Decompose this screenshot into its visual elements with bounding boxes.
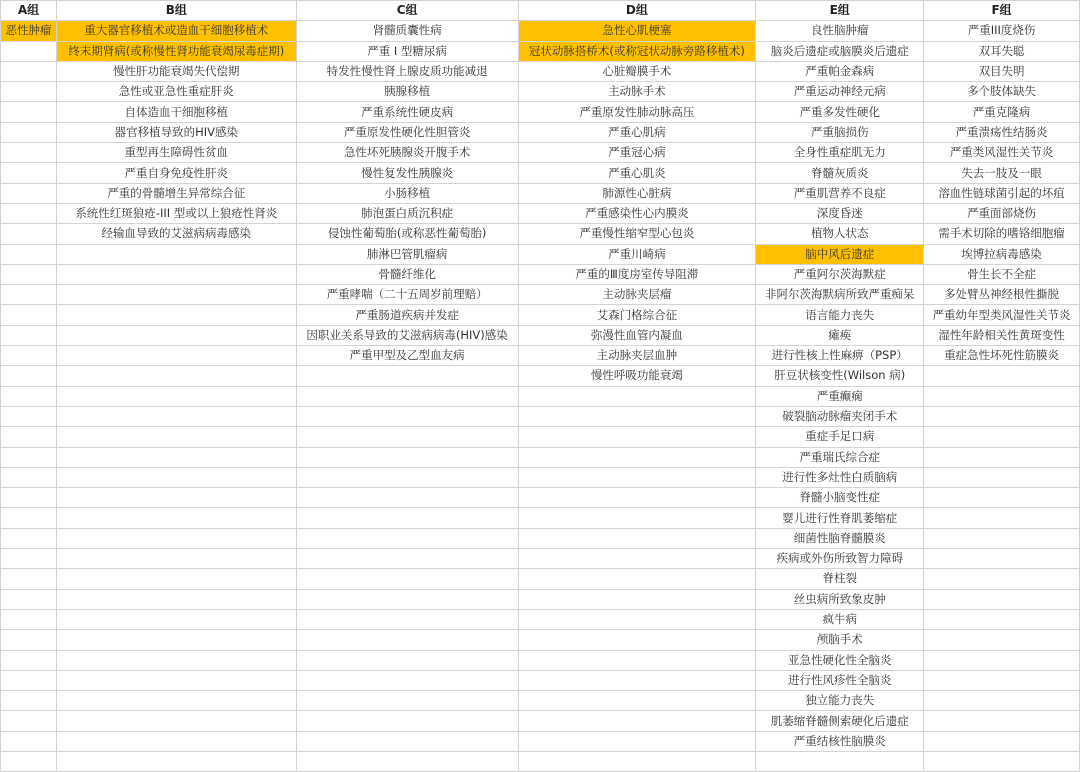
table-row: [1, 21, 1080, 41]
cell-group-f[interactable]: 需手术切除的嗜铬细胞瘤: [924, 224, 1080, 244]
cell-group-c[interactable]: [296, 589, 518, 609]
cell-group-f[interactable]: [924, 427, 1080, 447]
cell-group-f[interactable]: [924, 650, 1080, 670]
cell-group-c[interactable]: [296, 427, 518, 447]
cell-group-e[interactable]: 严重脑损伤: [756, 122, 924, 142]
cell-group-f[interactable]: 严重幼年型类风湿性关节炎: [924, 305, 1080, 325]
cell-group-c[interactable]: 特发性慢性肾上腺皮质功能减退: [296, 61, 518, 81]
cell-group-e[interactable]: 颅脑手术: [756, 630, 924, 650]
cell-group-b[interactable]: 重大器官移植术或造血干细胞移植术: [56, 21, 296, 41]
cell-group-d[interactable]: 严重川崎病: [518, 244, 756, 264]
table-row: [1, 102, 1080, 122]
cell-group-e[interactable]: 非阿尔茨海默病所致严重痴呆: [756, 285, 924, 305]
cell-group-b[interactable]: [56, 305, 296, 325]
cell-group-a[interactable]: [1, 650, 57, 670]
cell-group-d[interactable]: 艾森门格综合征: [518, 305, 756, 325]
cell-group-d[interactable]: 弥漫性血管内凝血: [518, 325, 756, 345]
table-row: [1, 751, 1080, 771]
cell-group-b[interactable]: [56, 549, 296, 569]
table-row: [1, 488, 1080, 508]
cell-group-d[interactable]: [518, 589, 756, 609]
cell-group-c[interactable]: [296, 467, 518, 487]
cell-group-b[interactable]: 慢性肝功能衰竭失代偿期: [56, 61, 296, 81]
cell-group-d[interactable]: 严重心肌炎: [518, 163, 756, 183]
cell-group-e[interactable]: 全身性重症肌无力: [756, 143, 924, 163]
cell-group-d[interactable]: [518, 609, 756, 629]
cell-group-e[interactable]: 脑中风后遗症: [756, 244, 924, 264]
table-row: [1, 569, 1080, 589]
cell-group-a[interactable]: [1, 549, 57, 569]
table-row: [1, 143, 1080, 163]
cell-group-b[interactable]: [56, 427, 296, 447]
cell-group-c[interactable]: 骨髓纤维化: [296, 264, 518, 284]
cell-group-e[interactable]: 严重阿尔茨海默症: [756, 264, 924, 284]
cell-group-e[interactable]: 脊柱裂: [756, 569, 924, 589]
table-row: [1, 163, 1080, 183]
cell-group-c[interactable]: 侵蚀性葡萄胎(或称恶性葡萄胎): [296, 224, 518, 244]
cell-group-a[interactable]: [1, 589, 57, 609]
cell-group-a[interactable]: [1, 751, 57, 771]
cell-group-d[interactable]: 严重心肌病: [518, 122, 756, 142]
cell-group-f[interactable]: [924, 528, 1080, 548]
cell-group-a[interactable]: [1, 406, 57, 426]
cell-group-f[interactable]: 湿性年龄相关性黄斑变性: [924, 325, 1080, 345]
cell-group-a[interactable]: [1, 366, 57, 386]
cell-group-f[interactable]: [924, 508, 1080, 528]
table-row: [1, 589, 1080, 609]
cell-group-c[interactable]: [296, 528, 518, 548]
cell-group-d[interactable]: [518, 569, 756, 589]
cell-group-b[interactable]: [56, 528, 296, 548]
cell-group-c[interactable]: 严重 I 型糖尿病: [296, 41, 518, 61]
cell-group-a[interactable]: [1, 183, 57, 203]
cell-group-a[interactable]: [1, 163, 57, 183]
cell-group-c[interactable]: 小肠移植: [296, 183, 518, 203]
cell-group-e[interactable]: 瘫痪: [756, 325, 924, 345]
header-group-b[interactable]: B组: [56, 1, 296, 21]
cell-group-b[interactable]: [56, 508, 296, 528]
cell-group-f[interactable]: 双目失明: [924, 61, 1080, 81]
cell-group-c[interactable]: [296, 731, 518, 751]
cell-group-e[interactable]: 独立能力丧失: [756, 691, 924, 711]
cell-group-b[interactable]: [56, 447, 296, 467]
cell-group-f[interactable]: 多处臂丛神经根性撕脱: [924, 285, 1080, 305]
cell-group-b[interactable]: [56, 406, 296, 426]
table-row: [1, 203, 1080, 223]
cell-group-d[interactable]: 肺源性心脏病: [518, 183, 756, 203]
table-row: [1, 386, 1080, 406]
header-group-e[interactable]: E组: [756, 1, 924, 21]
cell-group-b[interactable]: [56, 751, 296, 771]
cell-group-b[interactable]: [56, 467, 296, 487]
cell-group-d[interactable]: [518, 528, 756, 548]
cell-group-b[interactable]: 严重自身免疫性肝炎: [56, 163, 296, 183]
cell-group-b[interactable]: 自体造血干细胞移植: [56, 102, 296, 122]
cell-group-f[interactable]: [924, 549, 1080, 569]
cell-group-a[interactable]: [1, 285, 57, 305]
cell-group-f[interactable]: [924, 386, 1080, 406]
cell-group-a[interactable]: [1, 264, 57, 284]
cell-group-a[interactable]: [1, 305, 57, 325]
cell-group-f[interactable]: [924, 406, 1080, 426]
cell-group-d[interactable]: [518, 670, 756, 690]
cell-group-e[interactable]: 深度昏迷: [756, 203, 924, 223]
cell-group-d[interactable]: 心脏瓣膜手术: [518, 61, 756, 81]
cell-group-b[interactable]: [56, 366, 296, 386]
table-row: [1, 224, 1080, 244]
cell-group-c[interactable]: [296, 650, 518, 670]
cell-group-f[interactable]: [924, 467, 1080, 487]
cell-group-d[interactable]: 严重感染性心内膜炎: [518, 203, 756, 223]
table-row: [1, 528, 1080, 548]
cell-group-e[interactable]: 细菌性脑脊髓膜炎: [756, 528, 924, 548]
cell-group-d[interactable]: [518, 691, 756, 711]
cell-group-e[interactable]: 进行性风疹性全脑炎: [756, 670, 924, 690]
cell-group-a[interactable]: [1, 244, 57, 264]
cell-group-a[interactable]: [1, 508, 57, 528]
table-row: [1, 183, 1080, 203]
cell-group-f[interactable]: 骨生长不全症: [924, 264, 1080, 284]
table-row: [1, 731, 1080, 751]
cell-group-e[interactable]: 破裂脑动脉瘤夹闭手术: [756, 406, 924, 426]
cell-group-b[interactable]: [56, 488, 296, 508]
cell-group-d[interactable]: [518, 711, 756, 731]
cell-group-b[interactable]: [56, 711, 296, 731]
cell-group-a[interactable]: [1, 41, 57, 61]
cell-group-f[interactable]: [924, 488, 1080, 508]
cell-group-d[interactable]: [518, 488, 756, 508]
cell-group-e[interactable]: 严重运动神经元病: [756, 82, 924, 102]
cell-group-b[interactable]: [56, 670, 296, 690]
table-row: [1, 122, 1080, 142]
cell-group-c[interactable]: 肾髓质囊性病: [296, 21, 518, 41]
table-row: [1, 61, 1080, 81]
cell-group-b[interactable]: 系统性红斑狼疮-III 型或以上狼疮性肾炎: [56, 203, 296, 223]
table-row: [1, 691, 1080, 711]
cell-group-a[interactable]: [1, 386, 57, 406]
table-row: [1, 285, 1080, 305]
cell-group-c[interactable]: 严重原发性硬化性胆管炎: [296, 122, 518, 142]
table-row: [1, 427, 1080, 447]
cell-group-c[interactable]: [296, 366, 518, 386]
cell-group-c[interactable]: 因职业关系导致的艾滋病病毒(HIV)感染: [296, 325, 518, 345]
cell-group-a[interactable]: [1, 731, 57, 751]
table-row: [1, 447, 1080, 467]
cell-group-f[interactable]: 严重溃疡性结肠炎: [924, 122, 1080, 142]
cell-group-e[interactable]: 脑炎后遗症或脑膜炎后遗症: [756, 41, 924, 61]
cell-group-c[interactable]: 慢性复发性胰腺炎: [296, 163, 518, 183]
cell-group-a[interactable]: [1, 325, 57, 345]
cell-group-d[interactable]: [518, 447, 756, 467]
cell-group-c[interactable]: 胰腺移植: [296, 82, 518, 102]
cell-group-d[interactable]: [518, 630, 756, 650]
cell-group-e[interactable]: 进行性多灶性白质脑病: [756, 467, 924, 487]
cell-group-c[interactable]: [296, 630, 518, 650]
table-row: [1, 630, 1080, 650]
cell-group-a[interactable]: [1, 711, 57, 731]
cell-group-e[interactable]: 进行性核上性麻痹（PSP）: [756, 346, 924, 366]
table-row: [1, 549, 1080, 569]
cell-group-e[interactable]: 良性脑肿瘤: [756, 21, 924, 41]
cell-group-b[interactable]: [56, 589, 296, 609]
cell-group-c[interactable]: [296, 609, 518, 629]
cell-group-b[interactable]: 重型再生障碍性贫血: [56, 143, 296, 163]
cell-group-c[interactable]: [296, 386, 518, 406]
cell-group-e[interactable]: 肝豆状核变性(Wilson 病): [756, 366, 924, 386]
cell-group-a[interactable]: [1, 61, 57, 81]
cell-group-d[interactable]: 冠状动脉搭桥术(或称冠状动脉旁路移植术): [518, 41, 756, 61]
header-group-d[interactable]: D组: [518, 1, 756, 21]
table-row: [1, 406, 1080, 426]
cell-group-d[interactable]: [518, 406, 756, 426]
cell-group-b[interactable]: [56, 731, 296, 751]
cell-group-d[interactable]: 严重原发性肺动脉高压: [518, 102, 756, 122]
cell-group-d[interactable]: 严重冠心病: [518, 143, 756, 163]
cell-group-f[interactable]: [924, 589, 1080, 609]
table-row: [1, 670, 1080, 690]
cell-group-e[interactable]: 亚急性硬化性全脑炎: [756, 650, 924, 670]
header-row: [1, 1, 1080, 21]
cell-group-c[interactable]: [296, 751, 518, 771]
cell-group-f[interactable]: [924, 630, 1080, 650]
cell-group-a[interactable]: [1, 609, 57, 629]
cell-group-a[interactable]: [1, 427, 57, 447]
cell-group-e[interactable]: 丝虫病所致象皮肿: [756, 589, 924, 609]
cell-group-d[interactable]: 主动脉夹层瘤: [518, 285, 756, 305]
cell-group-c[interactable]: [296, 569, 518, 589]
cell-group-a[interactable]: [1, 691, 57, 711]
cell-group-e[interactable]: 疯牛病: [756, 609, 924, 629]
cell-group-a[interactable]: [1, 346, 57, 366]
table-row: [1, 264, 1080, 284]
cell-group-e[interactable]: 语言能力丧失: [756, 305, 924, 325]
table-row: [1, 82, 1080, 102]
cell-group-d[interactable]: 慢性呼吸功能衰竭: [518, 366, 756, 386]
cell-group-f[interactable]: [924, 751, 1080, 771]
cell-group-d[interactable]: [518, 386, 756, 406]
cell-group-b[interactable]: [56, 285, 296, 305]
cell-group-a[interactable]: [1, 467, 57, 487]
cell-group-f[interactable]: [924, 731, 1080, 751]
cell-group-d[interactable]: 主动脉夹层血肿: [518, 346, 756, 366]
cell-group-c[interactable]: [296, 406, 518, 426]
cell-group-b[interactable]: 器官移植导致的HIV感染: [56, 122, 296, 142]
cell-group-e[interactable]: [756, 751, 924, 771]
cell-group-e[interactable]: 疾病或外伤所致智力障碍: [756, 549, 924, 569]
cell-group-b[interactable]: [56, 386, 296, 406]
cell-group-c[interactable]: 严重哮喘（二十五周岁前理赔）: [296, 285, 518, 305]
cell-group-f[interactable]: [924, 711, 1080, 731]
cell-group-a[interactable]: [1, 82, 57, 102]
cell-group-e[interactable]: 婴儿进行性脊肌萎缩症: [756, 508, 924, 528]
cell-group-b[interactable]: [56, 630, 296, 650]
cell-group-c[interactable]: 严重肠道疾病并发症: [296, 305, 518, 325]
cell-group-a[interactable]: [1, 224, 57, 244]
cell-group-e[interactable]: 严重结核性脑膜炎: [756, 731, 924, 751]
cell-group-f[interactable]: 失去一肢及一眼: [924, 163, 1080, 183]
cell-group-c[interactable]: [296, 549, 518, 569]
cell-group-a[interactable]: [1, 569, 57, 589]
cell-group-e[interactable]: 严重多发性硬化: [756, 102, 924, 122]
cell-group-d[interactable]: [518, 427, 756, 447]
cell-group-b[interactable]: 严重的骨髓增生异常综合征: [56, 183, 296, 203]
cell-group-f[interactable]: [924, 366, 1080, 386]
table-body: [1, 21, 1080, 772]
cell-group-a[interactable]: 恶性肿瘤: [1, 21, 57, 41]
header-group-c[interactable]: C组: [296, 1, 518, 21]
cell-group-b[interactable]: [56, 264, 296, 284]
cell-group-c[interactable]: 严重甲型及乙型血友病: [296, 346, 518, 366]
cell-group-c[interactable]: [296, 691, 518, 711]
cell-group-f[interactable]: [924, 447, 1080, 467]
cell-group-a[interactable]: [1, 143, 57, 163]
cell-group-d[interactable]: [518, 467, 756, 487]
cell-group-c[interactable]: [296, 670, 518, 690]
cell-group-e[interactable]: 严重癫痫: [756, 386, 924, 406]
cell-group-a[interactable]: [1, 102, 57, 122]
cell-group-c[interactable]: [296, 711, 518, 731]
cell-group-a[interactable]: [1, 447, 57, 467]
cell-group-b[interactable]: [56, 569, 296, 589]
cell-group-a[interactable]: [1, 203, 57, 223]
cell-group-e[interactable]: 脊髓小脑变性症: [756, 488, 924, 508]
cell-group-d[interactable]: [518, 731, 756, 751]
cell-group-e[interactable]: 肌萎缩脊髓侧索硬化后遗症: [756, 711, 924, 731]
header-group-f[interactable]: F组: [924, 1, 1080, 21]
cell-group-f[interactable]: 多个肢体缺失: [924, 82, 1080, 102]
cell-group-f[interactable]: [924, 609, 1080, 629]
cell-group-b[interactable]: [56, 244, 296, 264]
cell-group-a[interactable]: [1, 670, 57, 690]
cell-group-c[interactable]: [296, 508, 518, 528]
cell-group-f[interactable]: [924, 691, 1080, 711]
cell-group-f[interactable]: 严重面部烧伤: [924, 203, 1080, 223]
table-row: [1, 609, 1080, 629]
table-row: [1, 244, 1080, 264]
table-row: [1, 346, 1080, 366]
cell-group-e[interactable]: 严重帕金森病: [756, 61, 924, 81]
cell-group-b[interactable]: [56, 346, 296, 366]
cell-group-a[interactable]: [1, 122, 57, 142]
table-row: [1, 305, 1080, 325]
cell-group-d[interactable]: 严重慢性缩窄型心包炎: [518, 224, 756, 244]
cell-group-a[interactable]: [1, 630, 57, 650]
cell-group-c[interactable]: [296, 488, 518, 508]
cell-group-e[interactable]: 严重肌营养不良症: [756, 183, 924, 203]
cell-group-f[interactable]: [924, 670, 1080, 690]
cell-group-f[interactable]: 溶血性链球菌引起的坏疽: [924, 183, 1080, 203]
cell-group-d[interactable]: 主动脉手术: [518, 82, 756, 102]
cell-group-b[interactable]: [56, 650, 296, 670]
cell-group-e[interactable]: 严重瑞氏综合症: [756, 447, 924, 467]
table-row: [1, 366, 1080, 386]
cell-group-b[interactable]: 急性或亚急性重症肝炎: [56, 82, 296, 102]
cell-group-c[interactable]: 肺淋巴管肌瘤病: [296, 244, 518, 264]
table-row: [1, 711, 1080, 731]
cell-group-c[interactable]: 肺泡蛋白质沉积症: [296, 203, 518, 223]
cell-group-f[interactable]: [924, 569, 1080, 589]
table-row: [1, 467, 1080, 487]
cell-group-b[interactable]: [56, 325, 296, 345]
cell-group-d[interactable]: 急性心肌梗塞: [518, 21, 756, 41]
cell-group-b[interactable]: [56, 609, 296, 629]
table-row: [1, 650, 1080, 670]
header-group-a[interactable]: A组: [1, 1, 57, 21]
cell-group-f[interactable]: 严重III度烧伤: [924, 21, 1080, 41]
table-row: [1, 508, 1080, 528]
cell-group-e[interactable]: 脊髓灰质炎: [756, 163, 924, 183]
cell-group-d[interactable]: [518, 508, 756, 528]
cell-group-d[interactable]: [518, 751, 756, 771]
cell-group-b[interactable]: 经输血导致的艾滋病病毒感染: [56, 224, 296, 244]
cell-group-a[interactable]: [1, 528, 57, 548]
cell-group-e[interactable]: 重症手足口病: [756, 427, 924, 447]
cell-group-f[interactable]: 严重类风湿性关节炎: [924, 143, 1080, 163]
cell-group-d[interactable]: 严重的Ⅲ度房室传导阻滞: [518, 264, 756, 284]
cell-group-e[interactable]: 植物人状态: [756, 224, 924, 244]
cell-group-a[interactable]: [1, 488, 57, 508]
table-row: [1, 325, 1080, 345]
cell-group-d[interactable]: [518, 549, 756, 569]
cell-group-c[interactable]: [296, 447, 518, 467]
cell-group-c[interactable]: 急性坏死胰腺炎开腹手术: [296, 143, 518, 163]
table-row: [1, 41, 1080, 61]
cell-group-f[interactable]: 严重克隆病: [924, 102, 1080, 122]
cell-group-f[interactable]: 埃博拉病毒感染: [924, 244, 1080, 264]
cell-group-b[interactable]: [56, 691, 296, 711]
cell-group-d[interactable]: [518, 650, 756, 670]
cell-group-b[interactable]: 终末期肾病(或称慢性肾功能衰竭尿毒症期): [56, 41, 296, 61]
cell-group-f[interactable]: 重症急性坏死性筋膜炎: [924, 346, 1080, 366]
cell-group-f[interactable]: 双耳失聪: [924, 41, 1080, 61]
cell-group-c[interactable]: 严重系统性硬皮病: [296, 102, 518, 122]
